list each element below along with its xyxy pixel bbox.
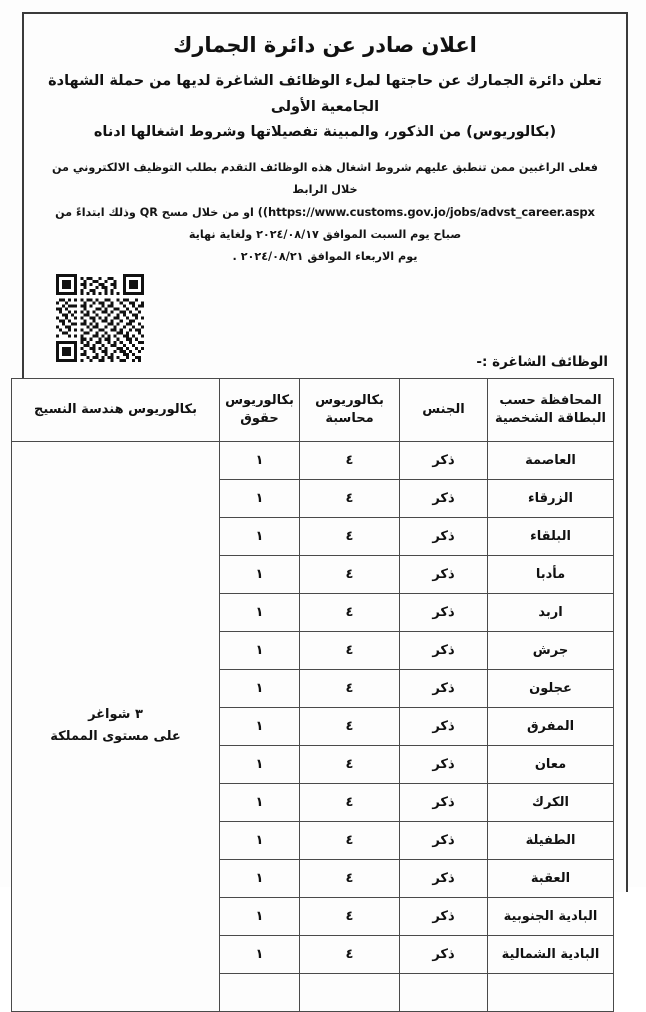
subtitle-line-2: (بكالوريوس) من الذكور، والمبينة تفصيلاتها وشروط اشغالها ادناه	[93, 124, 557, 141]
advertisement-content	[24, 14, 626, 1012]
cell-accounting-count: ٤	[300, 593, 400, 631]
body-line-2	[44, 201, 606, 224]
page-title: اعلان صادر عن دائرة الجمارك	[173, 33, 477, 57]
cell-law-count: ١	[220, 555, 300, 593]
textile-merged-line-2: على مستوى المملكة	[50, 729, 181, 745]
subtitle-line-1: تعلن دائرة الجمارك عن حاجتها لملء الوظائف الشاغرة لديها من حملة الشهادة الجامعية الأولى	[48, 73, 602, 115]
cell-gender: ذكر	[400, 555, 488, 593]
column-header-governorate	[488, 378, 614, 441]
cell-law-count: ١	[220, 479, 300, 517]
cell-accounting-count: ٤	[300, 479, 400, 517]
advertisement-subtitle	[42, 69, 608, 145]
cell-gender: ذكر	[400, 517, 488, 555]
governorate-header-line-1: المحافظة حسب	[499, 393, 602, 409]
cell-gender: ذكر	[400, 669, 488, 707]
column-header-accounting	[300, 378, 400, 441]
table-header-row	[12, 378, 614, 441]
cell-law-count: ١	[220, 821, 300, 859]
law-header-line-1: بكالوريوس	[225, 393, 294, 409]
cell-governorate: المفرق	[488, 707, 614, 745]
cell-gender: ذكر	[400, 707, 488, 745]
cell-law-count: ١	[220, 593, 300, 631]
cell-accounting-count: ٤	[300, 897, 400, 935]
advertisement-body	[44, 157, 606, 267]
cell-governorate: الزرقاء	[488, 479, 614, 517]
cell-governorate: الطفيلة	[488, 821, 614, 859]
jobs-table-container	[36, 378, 614, 1012]
cell-law-count: ١	[220, 517, 300, 555]
vacancies-table	[11, 378, 614, 1012]
governorate-header-line-2: البطاقة الشخصية	[494, 410, 607, 426]
cell-governorate: مأدبا	[488, 555, 614, 593]
cell-accounting-count: ٤	[300, 631, 400, 669]
law-header-line-2: حقوق	[240, 410, 279, 426]
table-body	[12, 441, 614, 1011]
qr-code-icon[interactable]	[56, 270, 144, 366]
qr-section	[36, 268, 614, 372]
cell-gender: ذكر	[400, 745, 488, 783]
cell-gender: ذكر	[400, 859, 488, 897]
cell-accounting-count: ٤	[300, 707, 400, 745]
body-line-3: صباح يوم السبت الموافق ٢٠٢٤/٠٨/١٧ ولغاية نهاية	[188, 227, 462, 241]
cell-governorate: جرش	[488, 631, 614, 669]
body-line-1: فعلى الراغبين ممن تنطبق عليهم شروط اشغال هذه الوظائف التقدم بطلب التوظيف الالكتروني من خلال الرابط	[51, 161, 599, 197]
cell-governorate: البادية الجنوبية	[488, 897, 614, 935]
cell-governorate	[488, 973, 614, 1011]
table-row	[12, 441, 614, 479]
vacancies-heading: الوظائف الشاغرة :-	[476, 353, 608, 370]
body-line-4: يوم الاربعاء الموافق ٢٠٢٤/٠٨/٢١ .	[232, 249, 418, 263]
cell-accounting-count: ٤	[300, 745, 400, 783]
application-url[interactable]: https://www.customs.gov.jo/jobs/advst_career.aspx	[268, 205, 595, 220]
cell-governorate: الكرك	[488, 783, 614, 821]
cell-governorate: العاصمة	[488, 441, 614, 479]
cell-law-count: ١	[220, 631, 300, 669]
cell-gender	[400, 973, 488, 1011]
cell-law-count	[220, 973, 300, 1011]
cell-law-count: ١	[220, 897, 300, 935]
cell-gender: ذكر	[400, 783, 488, 821]
textile-merged-line-1: ٣ شواغر	[88, 707, 143, 723]
cell-accounting-count: ٤	[300, 517, 400, 555]
cell-law-count: ١	[220, 935, 300, 973]
url-open-paren: (	[262, 206, 269, 220]
cell-law-count: ١	[220, 441, 300, 479]
cell-accounting-count: ٤	[300, 555, 400, 593]
cell-gender: ذكر	[400, 479, 488, 517]
cell-governorate: معان	[488, 745, 614, 783]
cell-accounting-count: ٤	[300, 669, 400, 707]
cell-governorate: اربد	[488, 593, 614, 631]
body-line-2-suffix: ) او من خلال مسح QR وذلك ابتداءً من	[55, 206, 263, 220]
cell-accounting-count	[300, 973, 400, 1011]
cell-gender: ذكر	[400, 631, 488, 669]
cell-accounting-count: ٤	[300, 783, 400, 821]
cell-gender: ذكر	[400, 935, 488, 973]
advertisement-frame	[22, 12, 628, 962]
cell-accounting-count: ٤	[300, 935, 400, 973]
cell-accounting-count: ٤	[300, 441, 400, 479]
column-header-gender: الجنس	[400, 378, 488, 441]
cell-gender: ذكر	[400, 821, 488, 859]
cell-gender: ذكر	[400, 897, 488, 935]
cell-textile-merged	[12, 441, 220, 1011]
cell-governorate: عجلون	[488, 669, 614, 707]
cell-law-count: ١	[220, 669, 300, 707]
cell-law-count: ١	[220, 707, 300, 745]
cell-accounting-count: ٤	[300, 859, 400, 897]
cell-governorate: البادية الشمالية	[488, 935, 614, 973]
column-header-textile: بكالوريوس هندسة النسيج	[12, 378, 220, 441]
cell-gender: ذكر	[400, 441, 488, 479]
cell-law-count: ١	[220, 783, 300, 821]
cell-governorate: البلقاء	[488, 517, 614, 555]
cell-accounting-count: ٤	[300, 821, 400, 859]
cell-gender: ذكر	[400, 593, 488, 631]
column-header-law	[220, 378, 300, 441]
cell-law-count: ١	[220, 859, 300, 897]
accounting-header-line-2: محاسبة	[325, 410, 374, 426]
cell-governorate: العقبة	[488, 859, 614, 897]
table-header	[12, 378, 614, 441]
accounting-header-line-1: بكالوريوس	[315, 393, 384, 409]
cell-law-count: ١	[220, 745, 300, 783]
